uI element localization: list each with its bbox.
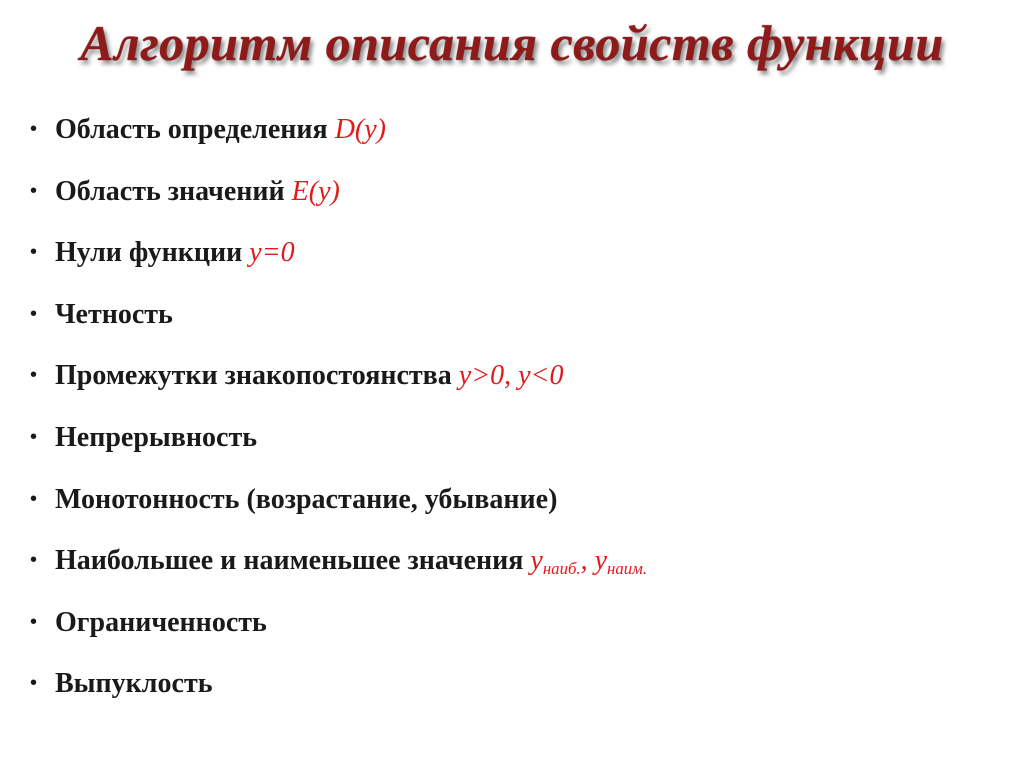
math-separator: ,	[580, 545, 595, 577]
list-item-boundedness	[0, 592, 1000, 654]
bullet-list	[0, 99, 1000, 715]
math-variable-min: y	[594, 545, 608, 577]
list-item-extrema	[0, 530, 1000, 592]
math-subscript-min: наим.	[607, 559, 648, 579]
bullet-marker: •	[30, 610, 38, 633]
list-item-label: Нули функции	[55, 237, 243, 269]
math-subscript-max: наиб.	[542, 559, 581, 579]
list-item-math: y>0, y<0	[458, 360, 564, 392]
list-item-text	[55, 345, 563, 407]
bullet-marker: •	[30, 425, 38, 448]
bullet-marker: •	[30, 302, 38, 325]
list-item-math: y=0	[249, 237, 295, 269]
list-item-label: Наибольшее и наименьшее значения	[55, 545, 524, 577]
list-item-label: Непрерывность	[55, 421, 258, 453]
list-item-text	[55, 99, 386, 161]
list-item-continuity	[0, 407, 1000, 469]
list-item-domain	[0, 99, 1000, 161]
list-item-label: Область значений	[55, 175, 285, 207]
list-item-text	[55, 161, 340, 223]
list-item-text	[55, 222, 295, 284]
list-item-text	[55, 653, 213, 715]
list-item-text	[55, 284, 173, 346]
list-item-text	[55, 530, 647, 592]
list-item-math	[530, 545, 648, 579]
list-item-zeros	[0, 222, 1000, 284]
list-item-range	[0, 161, 1000, 223]
list-item-label: Четность	[55, 298, 173, 330]
bullet-marker: •	[30, 241, 38, 264]
list-item-label: Ограниченность	[55, 606, 267, 638]
bullet-marker: •	[30, 487, 38, 510]
bullet-marker: •	[30, 672, 38, 695]
list-item-label: Монотонность (возрастание, убывание)	[55, 483, 558, 515]
list-item-parity	[0, 284, 1000, 346]
list-item-monotonicity	[0, 469, 1000, 531]
list-item-math: D(y)	[334, 114, 386, 145]
list-item-math: E(y)	[291, 175, 340, 207]
list-item-text	[55, 469, 557, 531]
bullet-marker: •	[30, 364, 38, 387]
list-item-label: Промежутки знакопостоянства	[55, 360, 452, 392]
math-variable-max: y	[530, 545, 543, 577]
list-item-sign-intervals	[0, 345, 1000, 407]
list-item-label: Область определения	[55, 114, 328, 145]
list-item-text	[55, 407, 257, 469]
list-item-text	[55, 592, 267, 654]
bullet-marker: •	[30, 549, 38, 572]
bullet-marker: •	[30, 179, 38, 202]
slide-title: Алгоритм описания свойств функции	[80, 15, 944, 71]
bullet-marker: •	[30, 118, 38, 140]
list-item-label: Выпуклость	[55, 668, 213, 700]
list-item-convexity	[0, 653, 1000, 715]
